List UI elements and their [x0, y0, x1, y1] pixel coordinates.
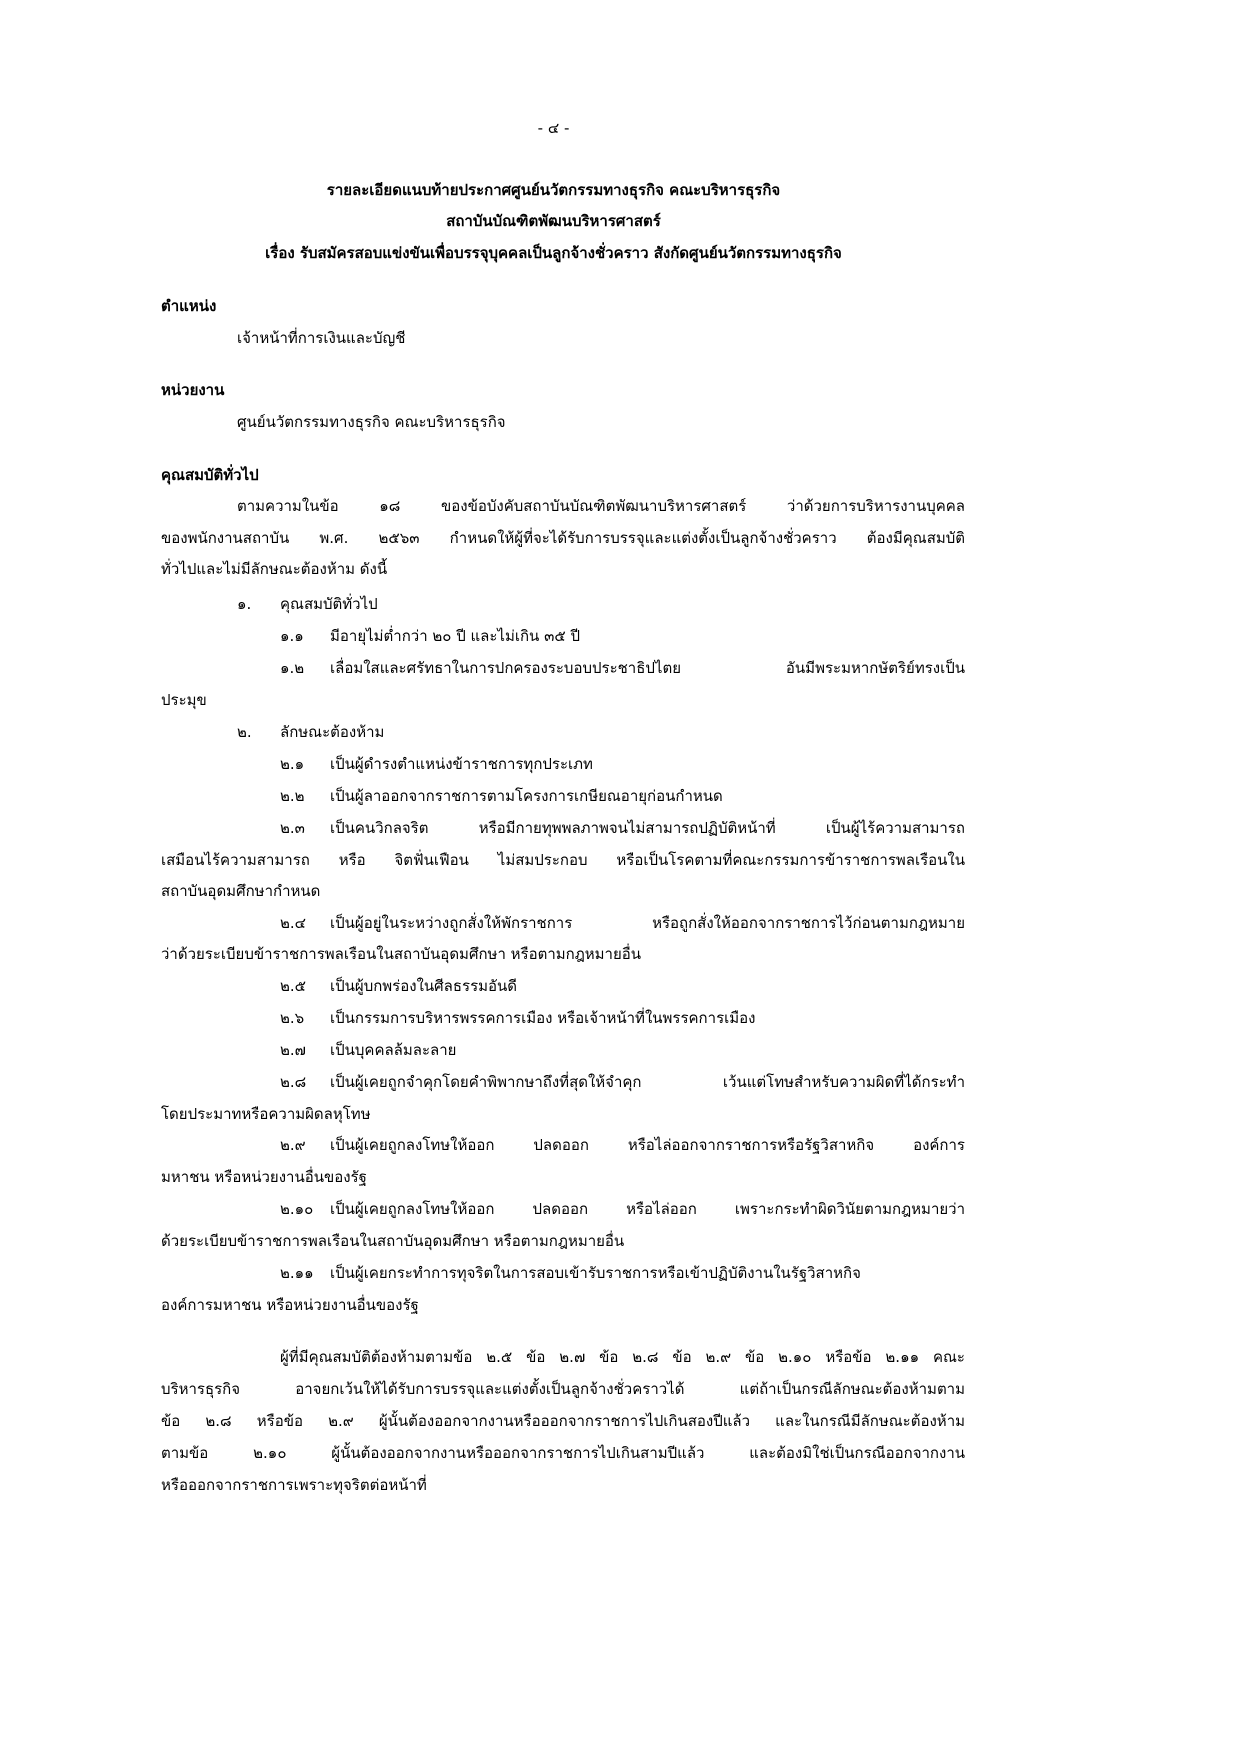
- item-text: เป็นผู้เคยถูกจำคุกโดยคำพิพากษาถึงที่สุดให้จำคุก เว้นแต่โทษสำหรับความผิดที่ได้กระทำ: [330, 1073, 965, 1091]
- position-heading: ตำแหน่ง: [161, 297, 217, 315]
- item-number: ๑.๑: [280, 627, 304, 645]
- item-text: มีอายุไม่ต่ำกว่า ๒๐ ปี และไม่เกิน ๓๕ ปี: [330, 627, 580, 645]
- title-line-3: เรื่อง รับสมัครสอบแข่งขันเพื่อบรรจุบุคคลเป็นลูกจ้างชั่วคราว สังกัดศูนย์นวัตกรรมทางธุรกิจ: [265, 244, 842, 262]
- item-number: ๒.๓: [280, 819, 305, 837]
- item-text-continued: ว่าด้วยระเบียบข้าราชการพลเรือนในสถาบันอุดมศึกษา หรือตามกฎหมายอื่น: [161, 945, 642, 963]
- item-number: ๒.๑: [280, 755, 305, 773]
- item-number: ๒.๖: [280, 1009, 305, 1027]
- item-number: ๒.๔: [280, 914, 307, 932]
- item-number: ๒.๑๐: [280, 1200, 314, 1218]
- item-text-continued: สถาบันอุดมศึกษากำหนด: [161, 882, 321, 900]
- title-line-1: รายละเอียดแนบท้ายประกาศศูนย์นวัตกรรมทางธุรกิจ คณะบริหารธุรกิจ: [326, 181, 781, 199]
- intro-line: ทั่วไปและไม่มีลักษณะต้องห้าม ดังนี้: [161, 560, 388, 578]
- item-text: เลื่อมใสและศรัทธาในการปกครองระบอบประชาธิปไตย อันมีพระมหากษัตริย์ทรงเป็น: [330, 659, 965, 677]
- unit-heading: หน่วยงาน: [161, 381, 225, 399]
- item-text: เป็นบุคคลล้มละลาย: [330, 1041, 457, 1059]
- closing-line: หรือออกจากราชการเพราะทุจริตต่อหน้าที่: [161, 1476, 427, 1494]
- item-text-continued: องค์การมหาชน หรือหน่วยงานอื่นของรัฐ: [161, 1296, 419, 1314]
- closing-line: ผู้ที่มีคุณสมบัติต้องห้ามตามข้อ ๒.๕ ข้อ ๒.๗ ข้อ ๒.๘ ข้อ ๒.๙ ข้อ ๒.๑๐ หรือข้อ ๒.๑๑ คณะ: [280, 1348, 965, 1366]
- item-number: ๒.๑๑: [280, 1264, 314, 1282]
- section-2-number: ๒.: [237, 723, 252, 741]
- item-text: เป็นผู้ดำรงตำแหน่งข้าราชการทุกประเภท: [330, 755, 593, 773]
- position-value: เจ้าหน้าที่การเงินและบัญชี: [237, 329, 406, 347]
- item-text-continued: มหาชน หรือหน่วยงานอื่นของรัฐ: [161, 1168, 367, 1186]
- section-2-title: ลักษณะต้องห้าม: [280, 723, 385, 741]
- item-number: ๒.๘: [280, 1073, 307, 1091]
- item-text: เป็นผู้เคยกระทำการทุจริตในการสอบเข้ารับราชการหรือเข้าปฏิบัติงานในรัฐวิสาหกิจ: [330, 1264, 861, 1282]
- item-number: ๒.๗: [280, 1041, 306, 1059]
- item-text: เป็นผู้เคยถูกลงโทษให้ออก ปลดออก หรือไล่ออกจากราชการหรือรัฐวิสาหกิจ องค์การ: [330, 1136, 965, 1154]
- qualifications-heading: คุณสมบัติทั่วไป: [161, 466, 259, 484]
- section-1-title: คุณสมบัติทั่วไป: [280, 595, 378, 613]
- closing-line: ตามข้อ ๒.๑๐ ผู้นั้นต้องออกจากงานหรือออกจากราชการไปเกินสามปีแล้ว และต้องมิใช่เป็นกรณีออกจากงาน: [161, 1444, 965, 1462]
- title-line-2: สถาบันบัณฑิตพัฒนบริหารศาสตร์: [446, 212, 661, 230]
- item-text: เป็นผู้อยู่ในระหว่างถูกสั่งให้พักราชการ หรือถูกสั่งให้ออกจากราชการไว้ก่อนตามกฎหมาย: [330, 914, 965, 932]
- closing-line: บริหารธุรกิจ อาจยกเว้นให้ได้รับการบรรจุและแต่งตั้งเป็นลูกจ้างชั่วคราวได้ แต่ถ้าเป็นกรณีลักษณะต้องห้ามตาม: [161, 1380, 965, 1398]
- item-text-continued: โดยประมาทหรือความผิดลหุโทษ: [161, 1105, 371, 1123]
- page-number: - ๔ -: [537, 119, 570, 137]
- item-number: ๒.๕: [280, 977, 307, 995]
- item-text-continued: ด้วยระเบียบข้าราชการพลเรือนในสถาบันอุดมศึกษา หรือตามกฎหมายอื่น: [161, 1232, 625, 1250]
- closing-line: ข้อ ๒.๘ หรือข้อ ๒.๙ ผู้นั้นต้องออกจากงานหรือออกจากราชการไปเกินสองปีแล้ว และในกรณีมีลักษณะต้องห้าม: [161, 1412, 965, 1430]
- item-text: เป็นกรรมการบริหารพรรคการเมือง หรือเจ้าหน้าที่ในพรรคการเมือง: [330, 1009, 756, 1027]
- section-1-number: ๑.: [237, 595, 252, 613]
- intro-line: ของพนักงานสถาบัน พ.ศ. ๒๕๖๓ กำหนดให้ผู้ที่จะได้รับการบรรจุและแต่งตั้งเป็นลูกจ้างชั่วคราว ต้องมีคุณสมบัติ: [161, 529, 965, 547]
- item-text: เป็นผู้เคยถูกลงโทษให้ออก ปลดออก หรือไล่ออก เพราะกระทำผิดวินัยตามกฎหมายว่า: [330, 1200, 965, 1218]
- item-text: เป็นผู้บกพร่องในศีลธรรมอันดี: [330, 977, 518, 995]
- item-number: ๒.๙: [280, 1136, 306, 1154]
- item-number: ๒.๒: [280, 787, 305, 805]
- item-number: ๑.๒: [280, 659, 305, 677]
- item-text: เป็นผู้ลาออกจากราชการตามโครงการเกษียณอายุก่อนกำหนด: [330, 787, 723, 805]
- item-text-continued: ประมุข: [161, 691, 207, 709]
- item-text: เป็นคนวิกลจริต หรือมีกายทุพพลภาพจนไม่สามารถปฏิบัติหน้าที่ เป็นผู้ไร้ความสามารถ: [330, 819, 965, 837]
- intro-line: ตามความในข้อ ๑๘ ของข้อบังคับสถาบันบัณฑิตพัฒนาบริหารศาสตร์ ว่าด้วยการบริหารงานบุคคล: [237, 497, 965, 515]
- unit-value: ศูนย์นวัตกรรมทางธุรกิจ คณะบริหารธุรกิจ: [237, 413, 506, 431]
- item-text-continued: เสมือนไร้ความสามารถ หรือ จิตฟั่นเฟือน ไม่สมประกอบ หรือเป็นโรคตามที่คณะกรรมการข้าราชการพลเรือนใน: [161, 851, 965, 869]
